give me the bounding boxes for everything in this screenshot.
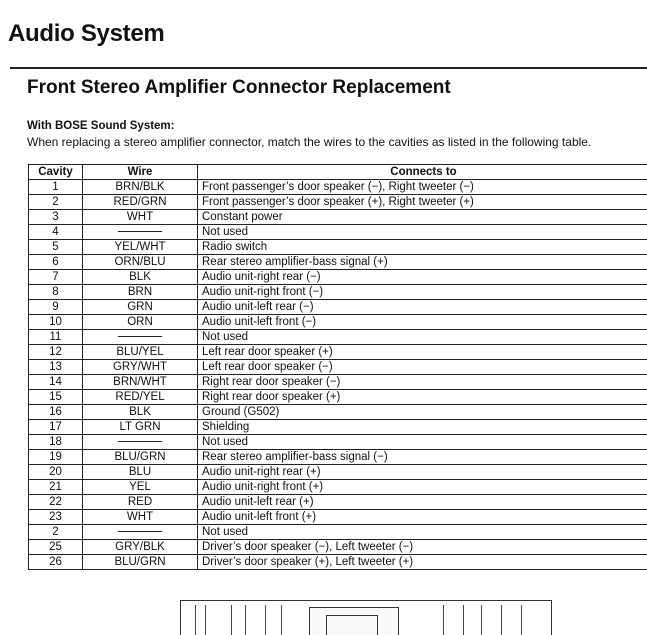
cell-connects: Not used xyxy=(198,525,647,540)
cell-connects: Front passenger’s door speaker (−), Right tweeter (−) xyxy=(198,180,647,195)
cell-cavity: 22 xyxy=(29,495,83,510)
header-connects: Connects to xyxy=(198,165,647,180)
cell-wire xyxy=(83,330,198,345)
cell-connects: Audio unit-left rear (−) xyxy=(198,300,647,315)
cell-connects: Rear stereo amplifier-bass signal (+) xyxy=(198,255,647,270)
cell-connects: Left rear door speaker (+) xyxy=(198,345,647,360)
cell-connects: Audio unit-left front (+) xyxy=(198,510,647,525)
cell-wire: BLK xyxy=(83,405,198,420)
cell-wire: YEL/WHT xyxy=(83,240,198,255)
cell-connects: Not used xyxy=(198,435,647,450)
table-row xyxy=(29,540,647,555)
cell-wire: BLK xyxy=(83,270,198,285)
cell-connects: Left rear door speaker (−) xyxy=(198,360,647,375)
cell-cavity: 4 xyxy=(29,225,83,240)
cell-cavity: 20 xyxy=(29,465,83,480)
cell-wire: BRN xyxy=(83,285,198,300)
table-row xyxy=(29,450,647,465)
cell-wire: RED/YEL xyxy=(83,390,198,405)
cell-connects: Not used xyxy=(198,330,647,345)
cell-connects: Audio unit-left rear (+) xyxy=(198,495,647,510)
cell-cavity: 2 xyxy=(29,195,83,210)
cell-wire: BRN/BLK xyxy=(83,180,198,195)
cell-connects: Constant power xyxy=(198,210,647,225)
cell-cavity: 19 xyxy=(29,450,83,465)
cell-wire: GRY/BLK xyxy=(83,540,198,555)
wire-table xyxy=(28,164,647,570)
table-row xyxy=(29,300,647,315)
table-row xyxy=(29,270,647,285)
cell-connects: Radio switch xyxy=(198,240,647,255)
cell-cavity: 21 xyxy=(29,480,83,495)
header-cavity: Cavity xyxy=(29,165,83,180)
cell-cavity: 3 xyxy=(29,210,83,225)
subhead: With BOSE Sound System: xyxy=(27,120,175,132)
table-row xyxy=(29,360,647,375)
empty-wire-dash xyxy=(118,336,162,337)
cell-cavity: 14 xyxy=(29,375,83,390)
cell-connects: Shielding xyxy=(198,420,647,435)
cell-cavity: 18 xyxy=(29,435,83,450)
cell-wire: GRY/WHT xyxy=(83,360,198,375)
cell-wire: BLU/YEL xyxy=(83,345,198,360)
empty-wire-dash xyxy=(118,231,162,232)
header-wire: Wire xyxy=(83,165,198,180)
cell-wire xyxy=(83,525,198,540)
cell-wire: RED/GRN xyxy=(83,195,198,210)
cell-connects: Not used xyxy=(198,225,647,240)
cell-wire: ORN xyxy=(83,315,198,330)
intro-text: When replacing a stereo amplifier connector, match the wires to the cavities as listed in the following table. xyxy=(27,135,591,149)
cell-cavity: 7 xyxy=(29,270,83,285)
table-row xyxy=(29,225,647,240)
cell-wire: LT GRN xyxy=(83,420,198,435)
cell-cavity: 26 xyxy=(29,555,83,570)
cell-wire: ORN/BLU xyxy=(83,255,198,270)
cell-connects: Ground (G502) xyxy=(198,405,647,420)
title-rule xyxy=(10,67,647,69)
table-row xyxy=(29,195,647,210)
cell-wire: BLU/GRN xyxy=(83,555,198,570)
table-row xyxy=(29,525,647,540)
table-row xyxy=(29,285,647,300)
empty-wire-dash xyxy=(118,441,162,442)
table-row xyxy=(29,375,647,390)
cell-wire xyxy=(83,225,198,240)
table-row xyxy=(29,405,647,420)
cell-connects: Front passenger’s door speaker (+), Right tweeter (+) xyxy=(198,195,647,210)
table-row xyxy=(29,240,647,255)
cell-cavity: 12 xyxy=(29,345,83,360)
cell-connects: Right rear door speaker (−) xyxy=(198,375,647,390)
cell-wire: BLU xyxy=(83,465,198,480)
cell-connects: Right rear door speaker (+) xyxy=(198,390,647,405)
table-header-row xyxy=(29,165,647,180)
cell-cavity: 25 xyxy=(29,540,83,555)
empty-wire-dash xyxy=(118,531,162,532)
cell-cavity: 11 xyxy=(29,330,83,345)
cell-wire: WHT xyxy=(83,510,198,525)
cell-cavity: 13 xyxy=(29,360,83,375)
table-row xyxy=(29,210,647,225)
cell-wire: BLU/GRN xyxy=(83,450,198,465)
table-row xyxy=(29,435,647,450)
cell-wire: BRN/WHT xyxy=(83,375,198,390)
table-row xyxy=(29,510,647,525)
cell-cavity: 10 xyxy=(29,315,83,330)
cell-cavity: 9 xyxy=(29,300,83,315)
table-row xyxy=(29,330,647,345)
cell-cavity: 16 xyxy=(29,405,83,420)
cell-cavity: 5 xyxy=(29,240,83,255)
table-row xyxy=(29,480,647,495)
cell-wire: WHT xyxy=(83,210,198,225)
cell-wire: GRN xyxy=(83,300,198,315)
cell-cavity: 6 xyxy=(29,255,83,270)
cell-connects: Driver’s door speaker (+), Left tweeter (+) xyxy=(198,555,647,570)
cell-wire: YEL xyxy=(83,480,198,495)
table-row xyxy=(29,345,647,360)
table-row xyxy=(29,465,647,480)
cell-connects: Rear stereo amplifier-bass signal (−) xyxy=(198,450,647,465)
table-row xyxy=(29,390,647,405)
table-body xyxy=(29,180,647,570)
table-row xyxy=(29,315,647,330)
cell-connects: Audio unit-right rear (−) xyxy=(198,270,647,285)
cell-cavity: 23 xyxy=(29,510,83,525)
cell-wire: RED xyxy=(83,495,198,510)
table-row xyxy=(29,180,647,195)
cell-connects: Audio unit-right rear (+) xyxy=(198,465,647,480)
table-row xyxy=(29,495,647,510)
cell-wire xyxy=(83,435,198,450)
cell-connects: Audio unit-left front (−) xyxy=(198,315,647,330)
cell-connects: Audio unit-right front (−) xyxy=(198,285,647,300)
cell-connects: Audio unit-right front (+) xyxy=(198,480,647,495)
cell-cavity: 15 xyxy=(29,390,83,405)
page-title: Audio System xyxy=(8,20,164,48)
table-row xyxy=(29,420,647,435)
cell-connects: Driver’s door speaker (−), Left tweeter (−) xyxy=(198,540,647,555)
cell-cavity: 1 xyxy=(29,180,83,195)
cell-cavity: 8 xyxy=(29,285,83,300)
cell-cavity: 17 xyxy=(29,420,83,435)
table-row xyxy=(29,555,647,570)
section-title: Front Stereo Amplifier Connector Replacement xyxy=(27,77,451,99)
cell-cavity: 2 xyxy=(29,525,83,540)
table-row xyxy=(29,255,647,270)
